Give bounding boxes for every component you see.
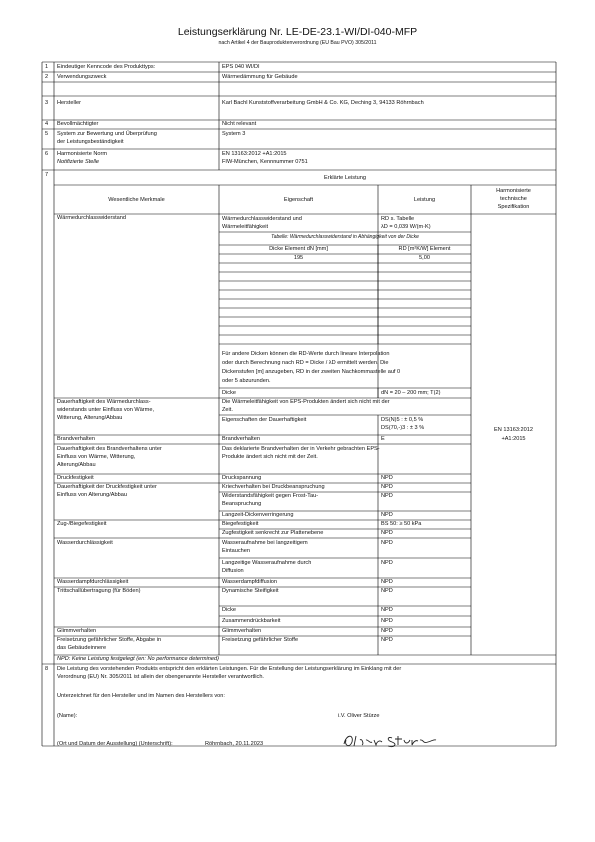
eigenschaft-cell: Langzeit-Dickenverringerung (222, 512, 294, 518)
row-number: 4 (45, 121, 49, 127)
eigenschaft-cell: Kriechverhalten bei Druckbeanspruchung (222, 484, 325, 490)
merkmal-cell: Dauerhaftigkeit des Wärmedurchlass- (57, 399, 151, 405)
row-number: 2 (45, 74, 49, 80)
eigenschaft-cell: Druckspannung (222, 475, 262, 481)
leistung-cell: NPD (381, 607, 393, 613)
document-title: Leistungserklärung Nr. LE-DE-23.1-WI/DI-040-MFP (177, 26, 418, 38)
eigenschaft-cell: Wärmeleitfähigkeit (222, 224, 269, 230)
eigenschaft-cell: Diffusion (222, 568, 244, 574)
row-number: 1 (45, 64, 49, 70)
npd-note: NPD: Keine Leistung festgelegt (en: No performance determined) (57, 656, 219, 662)
row-label: Bevollmächtigter (57, 121, 99, 127)
subtable-header: RD [m²K/W] Element (398, 246, 451, 252)
subtable-cell: 195 (293, 255, 304, 261)
leistung-cell: NPD (381, 475, 393, 481)
perf-title: Erklärte Leistung (324, 175, 366, 181)
place-label: (Ort und Datum der Ausstellung) (Unterschrift): (57, 741, 173, 747)
eigenschaft-cell: Eigenschaften der Dauerhaftigkeit (222, 417, 307, 423)
eigenschaft-cell: Dynamische Steifigkeit (222, 588, 279, 594)
row-number: 8 (45, 666, 49, 672)
eigenschaft-cell: Zusammendrückbarkeit (222, 618, 281, 624)
document-subtitle: nach Artikel 4 der Bauproduktenverordnung (EU Bau PVO) 305/2011 (218, 40, 377, 46)
leistung-cell: NPD (381, 530, 393, 536)
leistung-cell: NPD (381, 628, 393, 634)
col-header-leistung: Leistung (413, 197, 436, 203)
declaration-text: Verordnung (EU) Nr. 305/2011 ist allein der obengenannte Hersteller verantwortlich. (57, 674, 264, 680)
col-header-harm: Harmonisierte (496, 188, 531, 194)
eigenschaft-cell: Dicke (222, 607, 236, 613)
merkmal-cell: Dauerhaftigkeit der Druckfestigkeit unter (57, 484, 157, 490)
merkmal-cell: Wasserdurchlässigkeit (57, 540, 113, 546)
merkmal-cell: Witterung, Alterung/Abbau (57, 415, 123, 421)
signature-image (340, 730, 440, 752)
row-label: Verwendungszweck (57, 74, 107, 80)
leistung-cell: E (381, 436, 385, 442)
merkmal-cell: das Gebäudeinnere (57, 645, 107, 651)
note-line: Für andere Dicken können die RD-Werte durch lineare Interpolation (222, 351, 390, 357)
col-header-eigenschaft: Eigenschaft (283, 197, 314, 203)
merkmal-cell: Einfluss von Wärme, Witterung, (57, 454, 136, 460)
col-header-merkmal: Wesentliche Merkmale (108, 197, 165, 203)
row-value: Nicht relevant (222, 121, 257, 127)
signed-for: Unterzeichnet für den Hersteller und im Namen des Herstellers von: (57, 693, 225, 699)
row-label: Eindeutiger Kenncode des Produkttyps: (57, 64, 156, 70)
eigenschaft-cell: Wasseraufnahme bei langzeitigem (222, 540, 308, 546)
row-value: EN 13163:2012 +A1:2015 (222, 151, 287, 157)
leistung-cell: NPD (381, 493, 393, 499)
leistung-cell: λD = 0,039 W/(m·K) (381, 224, 431, 230)
name-label: (Name): (57, 713, 78, 719)
eigenschaft-cell: Eintauchen (222, 548, 250, 554)
eigenschaft-cell: Dicke (222, 390, 236, 396)
eigenschaft-cell: Zeit. (222, 407, 233, 413)
leistung-cell: BS 50: ≥ 50 kPa (381, 521, 422, 527)
leistung-cell: NPD (381, 637, 393, 643)
declaration-text: Die Leistung des vorstehenden Produkts entspricht den erklärten Leistungen. Für die Erstellung der Leistungserklärung im Einklang mit der (57, 666, 402, 672)
merkmal-cell: Trittschallübertragung (für Böden) (57, 588, 141, 594)
row-value: Karl Bachl Kunststoffverarbeitung GmbH & Co. KG, Deching 3, 94133 Röhrnbach (222, 100, 424, 106)
merkmal-cell: Alterung/Abbau (57, 462, 96, 468)
row-label: Notifizierte Stelle (57, 159, 99, 165)
eigenschaft-cell: Langzeitige Wasseraufnahme durch (222, 560, 312, 566)
merkmal-cell: widerstands unter Einfluss von Wärme, (57, 407, 154, 413)
eigenschaft-cell: Zugfestigkeit senkrecht zur Plattenebene (222, 530, 324, 536)
subtable-header: Dicke Element dN [mm] (269, 246, 328, 252)
leistung-cell: NPD (381, 560, 393, 566)
merkmal-cell: Zug-/Biegefestigkeit (57, 521, 107, 527)
leistung-cell: NPD (381, 540, 393, 546)
eigenschaft-cell: Freisetzung gefährlicher Stoffe (222, 637, 299, 643)
leistung-cell: DS(N)5 : ± 0,5 % (381, 417, 424, 423)
leistung-cell: NPD (381, 618, 393, 624)
col-header-harm: technische (500, 196, 527, 202)
merkmal-cell: Wasserdampfdurchlässigkeit (57, 579, 129, 585)
row-value: Wärmedämmung für Gebäude (222, 74, 298, 80)
eigenschaft-cell: Wasserdampfdiffusion (222, 579, 278, 585)
harm-value: EN 13163:2012 (494, 427, 533, 433)
merkmal-cell: Druckfestigkeit (57, 475, 94, 481)
row-number: 3 (45, 100, 49, 106)
eigenschaft-cell: Biegefestigkeit (222, 521, 259, 527)
leistung-cell: NPD (381, 484, 393, 490)
harm-value: +A1:2015 (501, 436, 526, 442)
eigenschaft-cell: Glimmverhalten (222, 628, 262, 634)
leistung-cell: NPD (381, 579, 393, 585)
row-value: FIW-München, Kennnummer 0751 (222, 159, 308, 165)
leistung-cell: NPD (381, 512, 393, 518)
merkmal-cell: Einfluss von Alterung/Abbau (57, 492, 127, 498)
note-line: oder durch Berechnung nach RD = Dicke / λD ermittelt werden. Die (222, 360, 389, 366)
leistung-cell: DS(70,-)3 : ± 3 % (381, 425, 425, 431)
row-number: 6 (45, 151, 49, 157)
merkmal-cell: Glimmverhalten (57, 628, 97, 634)
merkmal-cell: Brandverhalten (57, 436, 95, 442)
leistung-cell: NPD (381, 588, 393, 594)
eigenschaft-cell: Widerstandsfähigkeit gegen Frost-Tau- (222, 493, 319, 499)
eigenschaft-cell: Die Wärmeleitfähigkeit von EPS-Produkten ändert sich nicht mit der (222, 399, 390, 405)
merkmal-cell: Dauerhaftigkeit des Brandverhaltens unter (57, 446, 162, 452)
merkmal-cell: Freisetzung gefährlicher Stoffe, Abgabe in (57, 637, 162, 643)
row-label: System zur Bewertung und Überprüfung (57, 131, 157, 137)
row-number: 7 (45, 172, 49, 178)
eigenschaft-cell: Produkte ändert sich nicht mit der Zeit. (222, 454, 318, 460)
place-value: Röhrnbach, 20.11.2023 (205, 741, 264, 747)
subtable-cell: 5,00 (419, 255, 430, 261)
row-label: Harmonisierte Norm (57, 151, 108, 157)
row-number: 5 (45, 131, 49, 137)
row-value: System 3 (222, 131, 246, 137)
leistung-cell: dN = 20 – 200 mm; T(2) (381, 390, 441, 396)
table-caption: Tabelle: Wärmedurchlasswiderstand in Abhängigkeit von der Dicke (271, 234, 419, 240)
row-label: der Leistungsbeständigkeit (57, 139, 124, 145)
row-value: EPS 040 WI/DI (222, 64, 260, 70)
note-line: Dickenstufen [m] anzugeben, RD in der zweiten Nachkommastelle auf 0 (222, 369, 401, 375)
row-label: Hersteller (57, 100, 81, 106)
name-value: i.V. Oliver Stürze (338, 713, 380, 719)
eigenschaft-cell: Wärmedurchlasswiderstand und (222, 216, 302, 222)
eigenschaft-cell: Brandverhalten (222, 436, 260, 442)
eigenschaft-cell: Beanspruchung (222, 501, 262, 507)
note-line: oder 5 abzurunden. (222, 378, 271, 384)
col-header-harm: Spezifikation (497, 204, 530, 210)
eigenschaft-cell: Das deklarierte Brandverhalten der in Verkehr gebrachten EPS- (222, 446, 380, 452)
leistung-cell: RD s. Tabelle (381, 216, 415, 222)
merkmal-cell: Wärmedurchlasswiderstand (57, 215, 127, 221)
